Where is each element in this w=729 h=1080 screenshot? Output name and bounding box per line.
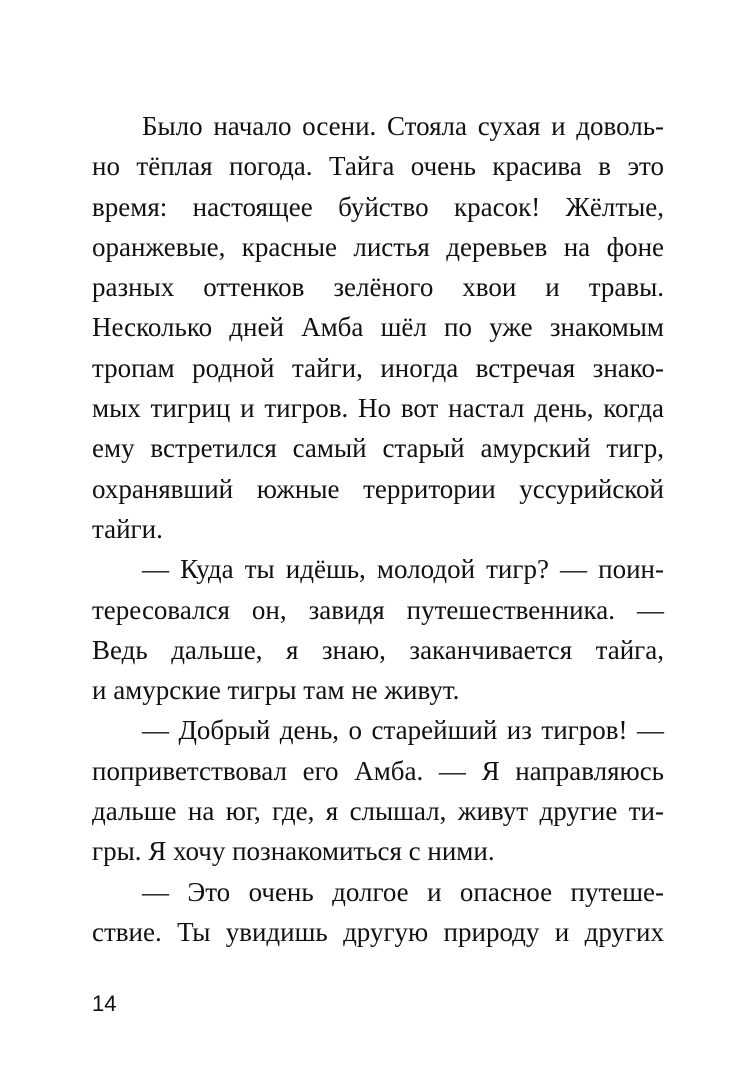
text-line: ствие. Ты увидишь другую природу и других — [92, 916, 664, 947]
text-line: охранявший южные территории уссурийской — [92, 473, 664, 504]
text-line: тересовался он, завидя путешественника. — — [92, 594, 664, 625]
text-line: и амурские тигры там не живут. — [92, 675, 460, 706]
text-line: Несколько дней Амба шёл по уже знакомым — [92, 312, 664, 343]
text-line: тайги. — [92, 513, 163, 544]
text-line: гры. Я хочу познакомиться с ними. — [92, 836, 495, 867]
text-line: но тёплая погода. Тайга очень красива в это — [92, 151, 664, 182]
text-line: время: настоящее буйство красок! Жёлтые, — [92, 191, 664, 222]
text-line: Было начало осени. Стояла сухая и доволь- — [142, 111, 664, 141]
page-number: 14 — [92, 991, 117, 1016]
text-line: разных оттенков зелёного хвои и травы. — [92, 272, 664, 303]
text-line: поприветствовал его Амба. — Я направляюсь — [92, 755, 664, 786]
text-line: ему встретился самый старый амурский тигр, — [92, 433, 664, 464]
text-line: мых тигриц и тигров. Но вот настал день, когда — [92, 393, 664, 424]
text-line: — Куда ты идёшь, молодой тигр? — поин- — [142, 554, 664, 585]
text-line: оранжевые, красные листья деревьев на фоне — [92, 231, 664, 262]
text-line: дальше на юг, где, я слышал, живут другие ти- — [92, 796, 664, 827]
text-line: — Добрый день, о старейший из тигров! — — [142, 715, 664, 746]
text-line: — Это очень долгое и опасное путеше- — [142, 876, 664, 907]
text-line: тропам родной тайги, иногда встречая знако- — [92, 352, 664, 383]
body-text — [92, 106, 664, 952]
text-line: Ведь дальше, я знаю, заканчивается тайга, — [92, 634, 664, 665]
